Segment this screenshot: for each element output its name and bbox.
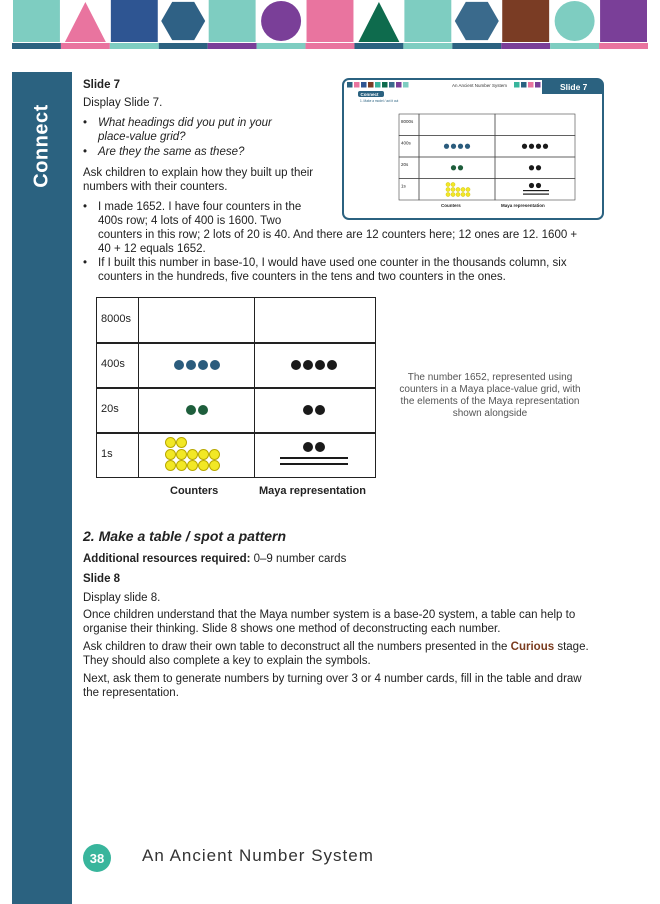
banner-stripe xyxy=(110,43,159,49)
banner-square-shape xyxy=(502,0,549,42)
banner-stripe xyxy=(257,43,306,49)
thumbnail-tab: Slide 7 xyxy=(560,82,588,92)
row-label-1s: 1s xyxy=(101,448,113,460)
thumbnail-maya-dot xyxy=(543,144,548,149)
resources-label: Additional resources required: xyxy=(83,553,251,565)
thumbnail-badge: Connect xyxy=(360,91,379,97)
maya-dot xyxy=(315,442,325,452)
counter-1s xyxy=(198,449,209,460)
thumbnail-maya-dot xyxy=(529,165,534,170)
thumbnail-nav-icon xyxy=(521,82,527,88)
thumbnail-counter xyxy=(456,192,460,196)
para2-part-a: Ask children to draw their own table to deconstruct all the numbers presented in the xyxy=(83,641,508,653)
counter-20s xyxy=(186,405,196,415)
counter-1s xyxy=(165,460,176,471)
sidebar-band xyxy=(12,72,72,904)
thumbnail-column-label: Counters xyxy=(441,203,461,208)
slide8-display: Display slide 8. xyxy=(83,592,161,604)
banner-stripe xyxy=(354,43,403,49)
thumbnail-banner-icon xyxy=(354,82,360,88)
thumbnail-banner-icon xyxy=(347,82,353,88)
banner-square-shape xyxy=(13,0,60,42)
thumbnail-maya-dot xyxy=(536,144,541,149)
banner-stripe xyxy=(501,43,550,49)
slide7-display: Display Slide 7. xyxy=(83,97,163,109)
thumbnail-maya-bar xyxy=(523,194,549,195)
section-label xyxy=(12,96,72,196)
counter-400s xyxy=(186,360,196,370)
thumbnail-counter xyxy=(461,192,465,196)
thumbnail-counter xyxy=(466,187,470,191)
bullet-1-part-a: I made 1652. I have four counters in the 400s row; 4 lots of 400 is 1600. Two xyxy=(98,201,302,227)
thumbnail-counter xyxy=(451,182,455,186)
section2-para2 xyxy=(83,640,598,668)
counter-1s xyxy=(176,449,187,460)
thumbnail-counter xyxy=(465,144,470,149)
thumbnail-maya-dot xyxy=(536,165,541,170)
figure-caption: The number 1652, represented using counters in a Maya place-value grid, with the elements of the Maya representation shown alongside xyxy=(399,372,581,419)
grid-cell xyxy=(138,387,255,434)
grid-cell xyxy=(254,432,376,478)
thumbnail-banner-icon xyxy=(396,82,402,88)
counter-400s xyxy=(174,360,184,370)
banner-hexagon-shape xyxy=(161,2,205,40)
thumbnail-counter xyxy=(451,144,456,149)
thumbnail-banner-icon xyxy=(389,82,395,88)
banner-triangle-shape xyxy=(65,2,106,42)
counter-1s xyxy=(165,449,176,460)
question-1-text: What headings did you put in your place-value grid? xyxy=(98,117,272,143)
thumbnail-nav-icon xyxy=(528,82,534,88)
thumbnail-banner-icon xyxy=(361,82,367,88)
thumbnail-row-label: 8000s xyxy=(401,119,414,124)
banner-stripe xyxy=(550,43,599,49)
thumbnail-maya-dot xyxy=(529,183,534,188)
slide7-instruction: Ask children to explain how they built up their numbers with their counters. xyxy=(83,167,314,193)
banner-square-shape xyxy=(307,0,354,42)
maya-dot xyxy=(303,360,313,370)
thumbnail-row-label: 20s xyxy=(401,162,409,167)
banner-stripe xyxy=(599,43,648,49)
bullet-2-text: If I built this number in base-10, I would have used one counter in the thousands column, six counters in the hundreds, five counters in the tens and two counters in the ones. xyxy=(98,257,567,283)
maya-dot xyxy=(315,360,325,370)
maya-bar xyxy=(280,457,348,459)
banner-hexagon-shape xyxy=(455,2,499,40)
banner-triangle-shape xyxy=(358,2,399,42)
counter-1s xyxy=(198,460,209,471)
section2-heading: 2. Make a table / spot a pattern xyxy=(83,528,287,544)
banner-stripe xyxy=(403,43,452,49)
banner-stripe xyxy=(208,43,257,49)
slide-thumbnail xyxy=(342,78,604,220)
thumbnail-counter xyxy=(456,187,460,191)
thumbnail-row-label: 400s xyxy=(401,140,411,146)
thumbnail-nav-icon xyxy=(535,82,541,88)
section2-para3: Next, ask them to generate numbers by turning over 3 or 4 number cards, fill in the table and draw the representation. xyxy=(83,673,582,699)
page-number: 38 xyxy=(83,844,111,872)
resources-line xyxy=(83,552,346,566)
slide8-heading: Slide 8 xyxy=(83,573,121,585)
maya-dot xyxy=(303,405,313,415)
banner-stripe xyxy=(306,43,355,49)
banner-stripe xyxy=(12,43,61,49)
section2-para1: Once children understand that the Maya number system is a base-20 system, a table can help to organise their thinking. Slide 8 shows one method of deconstructing each number. xyxy=(83,609,576,635)
thumbnail-counter xyxy=(451,165,456,170)
counter-1s xyxy=(187,449,198,460)
thumbnail-subtitle: 1. Make a model / act it out xyxy=(360,99,399,103)
thumbnail-maya-dot xyxy=(536,183,541,188)
resources-value: 0–9 number cards xyxy=(253,553,347,565)
thumbnail-row-label: 1s xyxy=(401,183,406,189)
row-label-20s: 20s xyxy=(101,403,119,415)
counter-400s xyxy=(198,360,208,370)
thumbnail-banner-icon xyxy=(382,82,388,88)
banner-square-shape xyxy=(111,0,158,42)
thumbnail-counter xyxy=(451,192,455,196)
thumbnail-counter xyxy=(458,144,463,149)
decorative-banner xyxy=(12,0,648,50)
banner-stripe xyxy=(159,43,208,49)
slide7-heading: Slide 7 xyxy=(83,79,121,91)
thumbnail-column-label: Maya representation xyxy=(501,203,545,208)
row-label-8000s: 8000s xyxy=(101,313,131,325)
maya-dot xyxy=(291,360,301,370)
row-label-400s: 400s xyxy=(101,358,125,370)
grid-cell xyxy=(138,297,255,344)
counter-1s xyxy=(187,460,198,471)
thumbnail-maya-dot xyxy=(529,144,534,149)
maya-bar xyxy=(280,463,348,465)
thumbnail-maya-dot xyxy=(522,144,527,149)
para2-part-b: stage. They should also complete a key to explain the symbols. xyxy=(83,641,589,667)
maya-dot xyxy=(315,405,325,415)
curious-stage: Curious xyxy=(510,641,555,653)
question-2-text: Are they the same as these? xyxy=(98,146,245,158)
banner-circle-shape xyxy=(261,1,301,41)
counter-1s xyxy=(209,460,220,471)
place-value-grid xyxy=(96,297,376,481)
thumbnail-counter xyxy=(446,182,450,186)
banner-stripe xyxy=(61,43,110,49)
column-label-counters: Counters xyxy=(170,485,219,497)
thumbnail-counter xyxy=(466,192,470,196)
thumbnail-counter xyxy=(451,187,455,191)
banner-square-shape xyxy=(209,0,256,42)
thumbnail-maya-bar xyxy=(523,190,549,191)
bullet-1-part-b: counters in this row; 2 lots of 20 is 40. And there are 12 counters here; 12 ones are 12. 1600 + 40 + 12 equals 1652. xyxy=(98,229,578,255)
banner-square-shape xyxy=(600,0,647,42)
banner-stripe xyxy=(452,43,501,49)
thumbnail-counter xyxy=(444,144,449,149)
thumbnail-counter xyxy=(461,187,465,191)
banner-circle-shape xyxy=(555,1,595,41)
counter-1s xyxy=(165,437,176,448)
maya-dot xyxy=(327,360,337,370)
counter-400s xyxy=(210,360,220,370)
counter-1s xyxy=(176,460,187,471)
thumbnail-title: An Ancient Number System xyxy=(452,83,508,88)
thumbnail-nav-icon xyxy=(514,82,520,88)
thumbnail-banner-icon xyxy=(368,82,374,88)
thumbnail-counter xyxy=(446,187,450,191)
section-label-text: Connect xyxy=(30,104,53,188)
counter-20s xyxy=(198,405,208,415)
thumbnail-counter xyxy=(446,192,450,196)
grid-cell xyxy=(138,342,255,389)
maya-dot xyxy=(303,442,313,452)
grid-cell xyxy=(254,297,376,344)
thumbnail-counter xyxy=(458,165,463,170)
banner-square-shape xyxy=(404,0,451,42)
thumbnail-banner-icon xyxy=(403,82,409,88)
counter-1s xyxy=(209,449,220,460)
counter-1s xyxy=(176,437,187,448)
thumbnail-banner-icon xyxy=(375,82,381,88)
column-label-maya: Maya representation xyxy=(259,485,366,497)
footer-book-title: An Ancient Number System xyxy=(142,846,374,865)
